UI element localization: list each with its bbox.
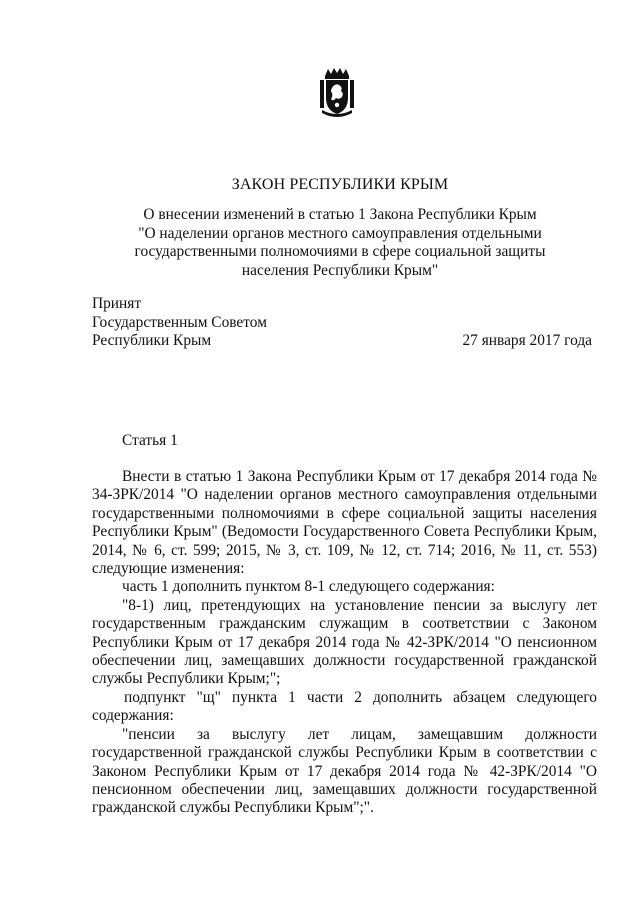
document-title: ЗАКОН РЕСПУБЛИКИ КРЫМ <box>231 176 449 193</box>
adopted-row <box>92 332 592 351</box>
crimea-coat-of-arms-icon <box>319 66 355 118</box>
adopted-label: Принят <box>92 295 142 312</box>
paragraph: Внести в статью 1 Закона Республики Крым от 17 декабря 2014 года № 34-ЗРК/2014 "О наделении органов местного самоуправления отдельными государственными полномочиями в сфере социальной защиты населения Республики Крым" (Ведомости Государственного Совета Республики Крым, 2014, № 6, ст. 599; 2015, № 3, ст. 109, № 12, ст. 714; 2016, № 11, ст. 553) следующие изменения: <box>92 468 597 578</box>
adoption-block <box>92 295 592 351</box>
paragraph: "8-1) лиц, претендующих на установление пенсии за выслугу лет государственным гражданским служащим в соответствии с Законом Республики Крым от 17 декабря 2014 года № 42-ЗРК/2014 "О пенсионном обеспечении лиц, замещавших должности государственной гражданской службы Республики Крым;"; <box>92 596 597 688</box>
document-subtitle <box>120 206 560 280</box>
adopted-by: Государственным Советом <box>92 313 267 331</box>
adopted-by-region: Республики Крым <box>92 332 212 349</box>
subtitle-line: населения Республики Крым" <box>241 261 439 279</box>
paragraph: подпункт "щ" пункта 1 части 2 дополнить абзацем следующего содержания: <box>92 688 597 725</box>
paragraph: часть 1 дополнить пунктом 8-1 следующего содержания: <box>122 578 495 596</box>
subtitle-line: О внесении изменений в статью 1 Закона Республики Крым <box>143 206 537 223</box>
article-heading: Статья 1 <box>122 432 178 449</box>
article-body <box>92 468 597 818</box>
subtitle-line: государственными полномочиями в сфере социальной защиты <box>134 243 546 260</box>
subtitle-line: "О наделении органов местного самоуправления отдельными <box>138 224 542 242</box>
adoption-date: 27 января 2017 года <box>462 332 592 349</box>
paragraph: "пенсии за выслугу лет лицам, замещавшим должности государственной гражданской службы Республики Крым в соответствии с Законом Республики Крым от 17 декабря 2014 года № 42-ЗРК/2014 "О пенсионном обеспечении лиц, замещавших должности государственной гражданской службы Республики Крым";". <box>92 725 597 817</box>
